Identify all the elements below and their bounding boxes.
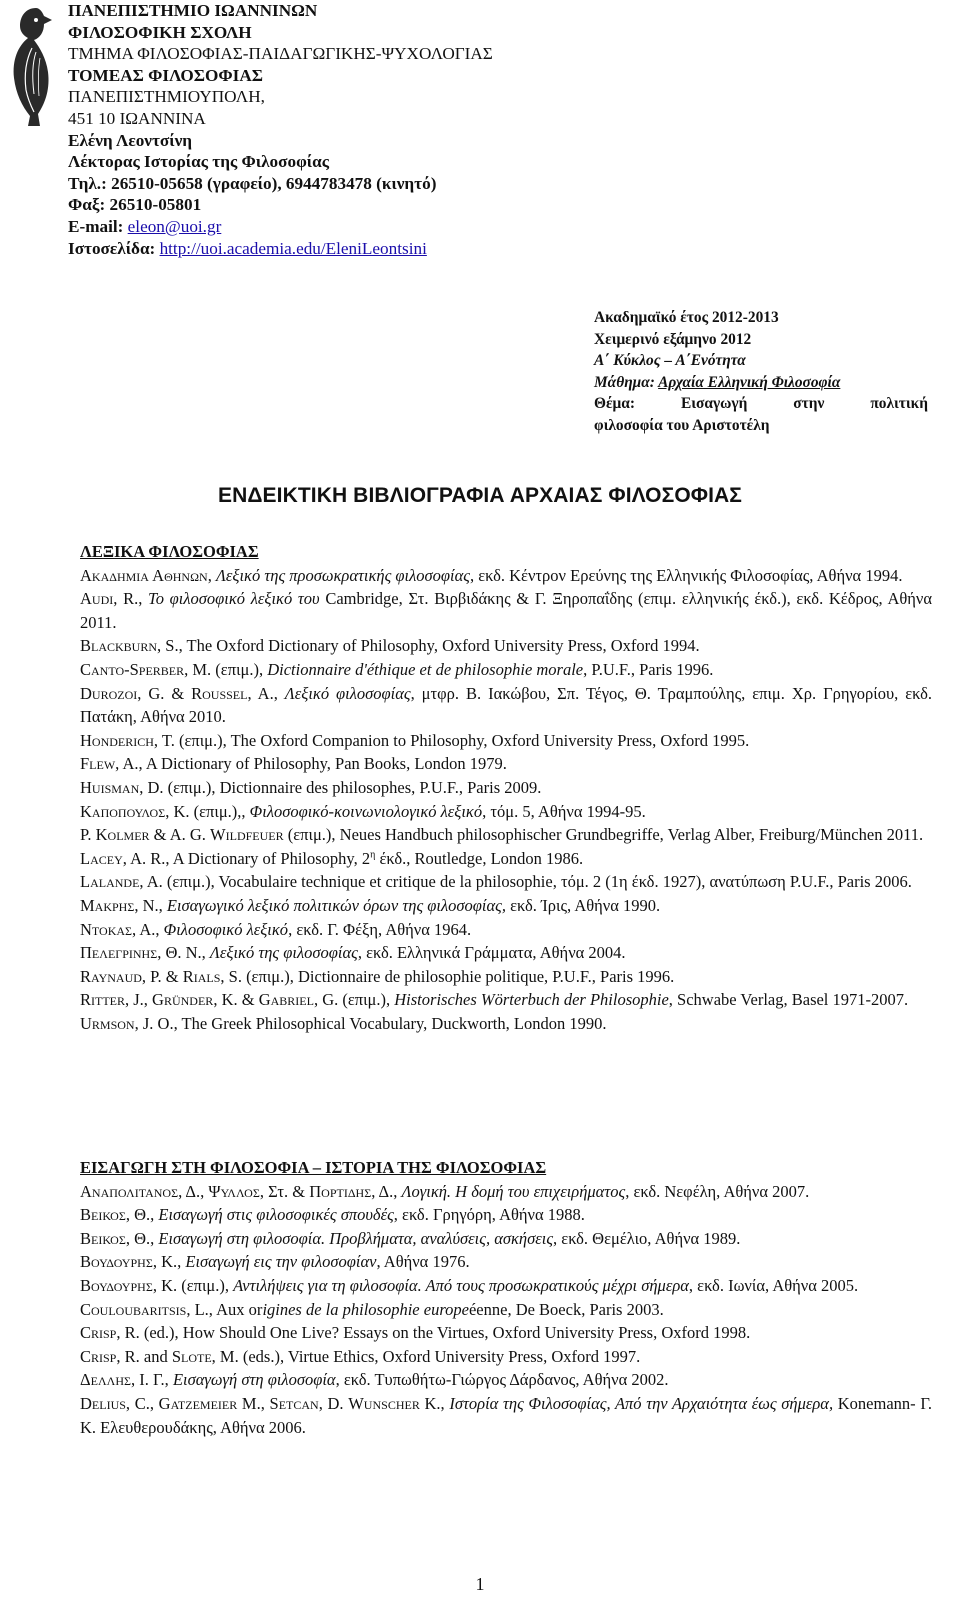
website-link[interactable]: http://uoi.academia.edu/EleniLeontsini xyxy=(159,238,427,258)
entry-text: , Schwabe Verlag, Basel 1971-2007. xyxy=(668,990,909,1010)
section-heading: ΛΕΞΙΚΑ ΦΙΛΟΣΟΦΙΑΣ xyxy=(80,542,259,561)
bibliography-entry xyxy=(80,682,932,729)
entry-text: P. xyxy=(80,825,96,845)
entry-text: , Θ., xyxy=(125,1228,159,1248)
letterhead-line: ΤΟΜΕΑΣ ΦΙΛΟΣΟΦΙΑΣ xyxy=(68,65,263,85)
entry-text: , A. (επιμ.), Vocabulaire technique et critique de la philosophie, τόμ. 2 (1η έκδ. 1927), ανατύπωση P.U.F., Paris 2006. xyxy=(139,872,912,892)
work-title: Εισαγωγικό λεξικό πολιτικών όρων της φιλοσοφίας, xyxy=(166,895,506,915)
author-name: Βουδουρης xyxy=(80,1252,153,1272)
entry-text: , P.U.F., Paris 1996. xyxy=(583,659,714,679)
theme-word: Θέμα: xyxy=(594,395,635,413)
entry-text: , M. (eds.), Virtue Ethics, Oxford University Press, Oxford 1997. xyxy=(211,1346,641,1366)
bibliography-entry xyxy=(80,1250,932,1274)
bibliography-entry xyxy=(80,587,932,634)
author-name: Slote xyxy=(171,1346,212,1366)
bibliography-entry xyxy=(80,965,932,989)
author-name: Βεικος xyxy=(80,1205,126,1225)
website-label: Ιστοσελίδα: xyxy=(68,238,160,258)
subject: Αρχαία Ελληνική Φιλοσοφία xyxy=(658,373,841,391)
letterhead-line: Φαξ: 26510-05801 xyxy=(68,195,202,215)
eagle-emblem-icon xyxy=(6,2,58,130)
entry-text: , Κ. (επιμ.), xyxy=(152,1275,234,1295)
entry-text: , Κ. (επιμ.),, xyxy=(165,801,250,821)
author-name: Gründer xyxy=(152,990,214,1010)
author-name: Δελλης xyxy=(80,1370,131,1390)
entry-text: , Α., xyxy=(132,919,164,939)
author-name: Crisp xyxy=(80,1323,117,1343)
author-name: Καποπουλος xyxy=(80,801,166,821)
entry-text: , S. (επιμ.), Dictionnaire de philosophie politique, P.U.F., Paris 1996. xyxy=(220,966,675,986)
email-label: E-mail: xyxy=(68,216,128,236)
entry-text: , R. (ed.), How Should One Live? Essays on the Virtues, Oxford University Press, Oxford 1998. xyxy=(116,1323,751,1343)
entry-text: , J. O., The Greek Philosophical Vocabulary, Duckworth, London 1990. xyxy=(134,1013,607,1033)
bibliography-entry xyxy=(80,1203,932,1227)
author-name: Βεικος xyxy=(80,1228,126,1248)
letterhead-line: ΦΙΛΟΣΟΦΙΚΗ ΣΧΟΛΗ xyxy=(68,22,252,42)
author-name: Audi xyxy=(80,589,114,609)
author-name: Delius xyxy=(80,1393,126,1413)
entry-text: , A. R., A Dictionary of Philosophy, 2 xyxy=(122,848,371,868)
bibliography-entry xyxy=(80,1345,932,1369)
author-name: Gabriel xyxy=(258,990,314,1010)
bibliography-entry xyxy=(80,1180,932,1204)
bibliography-entry xyxy=(80,988,932,1012)
author-name: Gatzemeier xyxy=(158,1393,238,1413)
entry-text: , Θ., xyxy=(125,1205,159,1225)
author-name: Honderich xyxy=(80,730,154,750)
document-title: ΕΝΔΕΙΚΤΙΚΗ ΒΙΒΛΙΟΓΡΑΦΙΑ ΑΡΧΑΙΑΣ ΦΙΛΟΣΟΦΙΑΣ xyxy=(217,484,742,507)
website-line xyxy=(68,238,928,260)
entry-text: , G. & xyxy=(137,683,192,703)
section-heading: ΕΙΣΑΓΩΓΗ ΣΤΗ ΦΙΛΟΣΟΦΙΑ – ΙΣΤΟΡΙΑ ΤΗΣ ΦΙΛΟΣΟΦΙΑΣ xyxy=(80,1158,547,1177)
entry-text: Konemann- Γ. Κ. Ελευθερουδάκης, Αθήνα 2006. xyxy=(80,1393,933,1437)
cycle: Α΄ Κύκλος – Α΄Ενότητα xyxy=(594,352,746,370)
entry-text: , Ν., xyxy=(134,895,167,915)
entry-text: , D. xyxy=(318,1393,349,1413)
author-name: Rials xyxy=(182,966,221,986)
author-name: Wildfeuer xyxy=(210,825,284,845)
author-name: Urmson xyxy=(80,1013,135,1033)
semester: Χειμερινό εξάμηνο 2012 xyxy=(594,330,752,348)
entry-text: , μτφρ. Β. Ιακώβου, Σπ. Τέγος, Θ. Τραμπούλης, επιμ. Χρ. Γρηγορίου, εκδ. Πατάκη, Αθήνα 2010. xyxy=(80,683,932,727)
bibliography-entry xyxy=(80,941,932,965)
entry-text: , R., xyxy=(113,589,149,609)
bibliography-entry xyxy=(80,1274,932,1298)
entry-text: , εκδ. Θεμέλιο, Αθήνα 1989. xyxy=(553,1228,741,1248)
author-name: Crisp xyxy=(80,1346,117,1366)
work-title: Λεξικό της προσωκρατικής φιλοσοφίας xyxy=(215,565,470,585)
page-number: 1 xyxy=(475,1574,485,1594)
letterhead xyxy=(68,0,928,259)
email-line xyxy=(68,216,928,238)
bibliography-entry xyxy=(80,1321,932,1345)
author-name: Blackburn xyxy=(80,636,158,656)
bibliography-entry xyxy=(80,1012,932,1036)
author-name: Ψυλλος xyxy=(208,1181,260,1201)
entry-text: , εκδ. Γρηγόρη, Αθήνα 1988. xyxy=(393,1205,585,1225)
bibliography-entry xyxy=(80,823,932,847)
entry-text: , εκδ. Κέντρον Ερεύνης της Ελληνικής Φιλοσοφίας, Αθήνα 1994. xyxy=(469,565,903,585)
author-name: Huisman xyxy=(80,777,140,797)
entry-text: , A., xyxy=(247,683,285,703)
bibliography-entry xyxy=(80,634,932,658)
work-title: Εισαγωγή στη φιλοσοφία xyxy=(172,1370,336,1390)
author-name: Μακρης xyxy=(80,895,135,915)
bibliography-entry xyxy=(80,1227,932,1251)
entry-text: , εκδ. Ελληνικά Γράμματα, Αθήνα 2004. xyxy=(357,943,626,963)
bibliography-entry xyxy=(80,729,932,753)
entry-text: , xyxy=(207,565,216,585)
theme-word: στην xyxy=(793,395,825,413)
entry-text: & A. G. xyxy=(149,825,211,845)
author-name: Βουδουρης xyxy=(80,1275,153,1295)
author-name: Ντοκας xyxy=(80,919,133,939)
entry-text: éenne, De Boeck, Paris 2003. xyxy=(468,1299,664,1319)
entry-text: , Θ. Ν., xyxy=(157,943,210,963)
bibliography-entry xyxy=(80,776,932,800)
work-title: Dictionnaire d'éthique et de philosophie morale xyxy=(267,659,584,679)
entry-text: , εκδ. Γ. Φέξη, Αθήνα 1964. xyxy=(288,919,472,939)
entry-text: , T. (επιμ.), The Oxford Companion to Philosophy, Oxford University Press, Oxford 1995. xyxy=(153,730,750,750)
author-name: Flew xyxy=(80,754,116,774)
letterhead-line: Ελένη Λεοντσίνη xyxy=(68,130,193,150)
work-title: Εισαγωγή στις φιλοσοφικές σπουδές xyxy=(158,1205,394,1225)
section-dictionaries xyxy=(80,540,932,1035)
entry-text: , A., A Dictionary of Philosophy, Pan Books, London 1979. xyxy=(115,754,507,774)
entry-text: η xyxy=(370,849,376,861)
work-title: Αντιλήψεις για τη φιλοσοφία. Από τους προσωκρατικούς μέχρι σήμερα xyxy=(233,1275,689,1295)
author-name: Kolmer xyxy=(95,825,150,845)
entry-text: , Δ., xyxy=(371,1181,402,1201)
bibliography-entry xyxy=(80,1368,932,1392)
bibliography-entry xyxy=(80,847,932,871)
letterhead-line: 451 10 ΙΩΑΝΝΙΝΑ xyxy=(68,108,206,128)
bibliography-entry xyxy=(80,752,932,776)
author-name: Πελεγρινης xyxy=(80,943,158,963)
entry-text: , τόμ. 5, Αθήνα 1994-95. xyxy=(482,801,646,821)
subject-label: Μάθημα: xyxy=(594,373,659,391)
author-name: Roussel xyxy=(191,683,248,703)
work-title: Historisches Wörterbuch der Philosophie xyxy=(394,990,669,1010)
entry-text: , Ι. Γ., xyxy=(131,1370,173,1390)
letterhead-line: ΠΑΝΕΠΙΣΤΗΜΙΟ ΙΩΑΝΝΙΝΩΝ xyxy=(68,1,318,20)
theme-line xyxy=(594,393,928,415)
author-name: Ritter xyxy=(80,990,125,1010)
work-title: Εισαγωγή στη φιλοσοφία. Προβλήματα, αναλύσεις, ασκήσεις xyxy=(158,1228,554,1248)
work-title: Λεξικό της φιλοσοφίας xyxy=(209,943,358,963)
entry-text: , εκδ. Ιωνία, Αθήνα 2005. xyxy=(688,1275,859,1295)
entry-text: , P. & xyxy=(141,966,183,986)
theme-word: Εισαγωγή xyxy=(680,395,748,413)
bibliography-entry xyxy=(80,1298,932,1322)
entry-text: εκδ. Ίρις, Αθήνα 1990. xyxy=(505,895,661,915)
work-title: Ιστορία της Φιλοσοφίας, Από την Αρχαιότητα έως σήμερα, xyxy=(449,1393,834,1413)
letterhead-lines xyxy=(68,0,928,216)
theme-line-2: φιλοσοφία του Αριστοτέλη xyxy=(594,416,770,434)
bibliography-entry xyxy=(80,564,932,588)
bibliography-entry xyxy=(80,658,932,682)
work-title: Το φιλοσοφικό λεξικό του xyxy=(148,589,320,609)
work-title: Φιλοσοφικό-κοινωνιολογικό λεξικό xyxy=(249,801,483,821)
entry-text: , R. and xyxy=(116,1346,172,1366)
entry-text: M., xyxy=(237,1393,270,1413)
entry-text: , εκδ. Τυπωθήτω-Γιώργος Δάρδανος, Αθήνα 2002. xyxy=(335,1370,669,1390)
author-name: Πορτιδης xyxy=(309,1181,372,1201)
bibliography-entry xyxy=(80,870,932,894)
theme-word: πολιτική xyxy=(870,395,928,413)
entry-text: , Κ., xyxy=(152,1252,186,1272)
course-info xyxy=(594,307,928,437)
entry-text: , εκδ. Νεφέλη, Αθήνα 2007. xyxy=(625,1181,810,1201)
letterhead-line: ΤΜΗΜΑ ΦΙΛΟΣΟΦΙΑΣ-ΠΑΙΔΑΓΩΓΙΚΗΣ-ΨΥΧΟΛΟΓΙΑΣ xyxy=(68,44,493,64)
bibliography-list xyxy=(80,1180,932,1440)
entry-text: , C., xyxy=(125,1393,159,1413)
author-name: Setcan xyxy=(269,1393,319,1413)
bibliography-entry xyxy=(80,800,932,824)
work-title: igines de la philosophie europe xyxy=(262,1299,469,1319)
entry-text: , K. & xyxy=(213,990,259,1010)
entry-text: (επιμ.), Neues Handbuch philosophischer Grundbegriffe, Verlag Alber, Freiburg/München 2011. xyxy=(283,825,924,845)
bibliography-list xyxy=(80,564,932,1036)
author-name: Wunscher xyxy=(348,1393,420,1413)
letterhead-line: Λέκτορας Ιστορίας της Φιλοσοφίας xyxy=(68,152,329,172)
letterhead-line: Τηλ.: 26510-05658 (γραφείο), 6944783478 (κινητό) xyxy=(68,173,437,193)
academic-year: Ακαδημαϊκό έτος 2012-2013 xyxy=(594,309,779,326)
author-name: Lacey xyxy=(80,848,123,868)
author-name: Raynaud xyxy=(80,966,142,986)
letterhead-line: ΠΑΝΕΠΙΣΤΗΜΙΟΥΠΟΛΗ, xyxy=(68,87,265,107)
bibliography-entry xyxy=(80,918,932,942)
section-introduction xyxy=(80,1156,932,1439)
bibliography-entry xyxy=(80,1392,932,1439)
author-name: Ακαδημια Αθηνων xyxy=(80,565,208,585)
entry-text: , S., The Oxford Dictionary of Philosophy, Oxford University Press, Oxford 1994. xyxy=(157,636,700,656)
email-link[interactable]: eleon@uoi.gr xyxy=(127,216,222,236)
entry-text: K., xyxy=(419,1393,450,1413)
author-name: Canto-Sperber xyxy=(80,659,185,679)
work-title: Λεξικό φιλοσοφίας xyxy=(284,683,411,703)
entry-text: , G. (επιμ.), xyxy=(313,990,395,1010)
entry-text: , L., Aux or xyxy=(186,1299,263,1319)
author-name: Durozoi xyxy=(80,683,138,703)
entry-text: , J., xyxy=(125,990,153,1010)
subject-line xyxy=(594,372,928,394)
entry-text: , D. (επιμ.), Dictionnaire des philosophes, P.U.F., Paris 2009. xyxy=(139,777,542,797)
author-name: Αναπολιτανος xyxy=(80,1181,179,1201)
entry-text: , M. (επιμ.), xyxy=(184,659,268,679)
work-title: Λογική. Η δομή του επιχειρήματος xyxy=(401,1181,626,1201)
author-name: Couloubaritsis xyxy=(80,1299,187,1319)
entry-text: έκδ., Routledge, London 1986. xyxy=(375,848,584,868)
work-title: Φιλοσοφικό λεξικό xyxy=(163,919,289,939)
entry-text: , Αθήνα 1976. xyxy=(376,1252,470,1272)
entry-text: Cambridge, Στ. Βιρβιδάκης & Γ. Ξηροπαΐδης (επιμ. ελληνικής έκδ.), εκδ. Κέδρος, Αθήνα 2011. xyxy=(80,589,932,632)
entry-text: , Δ., xyxy=(178,1181,209,1201)
entry-text: , Στ. & xyxy=(259,1181,310,1201)
bibliography-entry xyxy=(80,894,932,918)
author-name: Lalande xyxy=(80,872,140,892)
work-title: Εισαγωγή εις την φιλοσοφίαν xyxy=(185,1252,377,1272)
